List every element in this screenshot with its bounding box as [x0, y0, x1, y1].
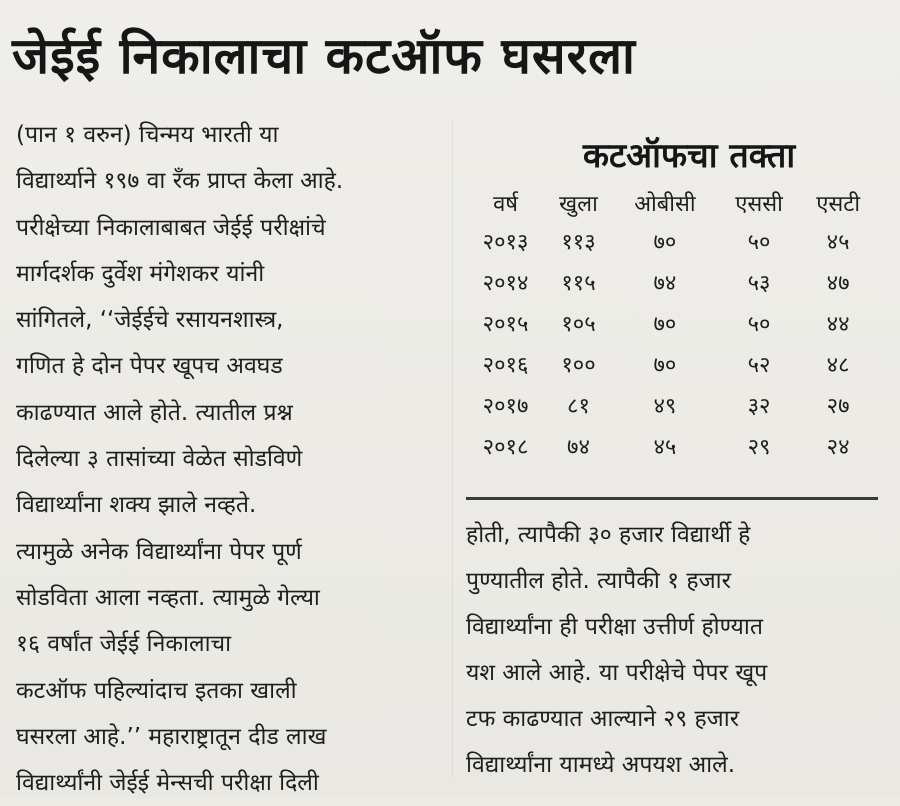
table-header-cell: एससी — [735, 192, 783, 217]
table-cell: २९ — [747, 434, 771, 460]
table-row — [466, 220, 876, 261]
table-row — [466, 384, 876, 425]
table-header-row — [466, 186, 876, 220]
table-cell: ७० — [653, 229, 677, 255]
headline: जेईई निकालाचा कटऑफ घसरला — [12, 27, 636, 85]
table-cell: ४५ — [826, 229, 850, 255]
table-cell: ७४ — [567, 434, 590, 460]
table-row — [466, 343, 876, 384]
table-cell: ५२ — [747, 352, 771, 378]
table-title: कटऑफचा तक्ता — [582, 136, 796, 176]
text-line: कटऑफ पहिल्यांदाच इतका खाली — [16, 677, 297, 704]
text-line: गणित हे दोन पेपर खूपच अवघड — [16, 353, 283, 380]
right-column-text — [466, 512, 886, 788]
table-cell: ७० — [653, 311, 677, 337]
table-cell: ४९ — [653, 393, 677, 419]
text-line: मार्गदर्शक दुर्वेश मंगेशकर यांनी — [16, 260, 265, 287]
table-cell: ४५ — [653, 434, 677, 460]
text-line: (पान १ वरुन) चिन्मय भारती या — [16, 122, 279, 148]
text-line: विद्यार्थ्यांना ही परीक्षा उत्तीर्ण होण्यात — [466, 614, 763, 640]
table-cell: २७ — [826, 393, 850, 419]
table-header-cell: खुला — [559, 192, 598, 217]
text-line: परीक्षेच्या निकालाबाबत जेईई परीक्षांचे — [16, 214, 326, 241]
table-row — [466, 425, 876, 466]
table-cell: ७० — [653, 352, 677, 378]
table-header-cell: ओबीसी — [634, 192, 696, 217]
table-cell: २०१३ — [482, 229, 529, 255]
text-line: पुण्यातील होते. त्यापैकी १ हजार — [466, 568, 732, 594]
text-line: विद्यार्थ्याने १९७ वा रँक प्राप्त केला आहे. — [16, 168, 344, 195]
table-cell: ८१ — [567, 393, 590, 419]
text-line: घसरला आहे.’’ महाराष्ट्रातून दीड लाख — [16, 723, 327, 750]
table-cell: ५० — [747, 311, 771, 337]
table-cell: ३२ — [747, 393, 771, 419]
table-cell: ११३ — [561, 229, 596, 255]
text-line: काढण्यात आले होते. त्यातील प्रश्न — [16, 399, 293, 426]
table-body — [466, 220, 876, 466]
table-row — [466, 261, 876, 302]
table-cell: ७४ — [653, 270, 677, 296]
text-line: त्यामुळे अनेक विद्यार्थ्यांना पेपर पूर्ण — [16, 538, 302, 565]
text-line: विद्यार्थ्यांनी जेईई मेन्सची परीक्षा दिली — [16, 770, 319, 797]
table-cell: ५० — [747, 229, 771, 255]
table-cell: १०५ — [561, 311, 596, 337]
text-line: विद्यार्थ्यांना शक्य झाले नव्हते. — [16, 492, 257, 519]
text-line: १६ वर्षांत जेईई निकालाचा — [16, 631, 232, 658]
table-cell: ४७ — [826, 270, 850, 296]
text-line: यश आले आहे. या परीक्षेचे पेपर खूप — [466, 660, 768, 686]
table-bottom-rule — [466, 497, 878, 500]
cutoff-table-block — [466, 126, 882, 466]
column-divider — [452, 118, 453, 778]
table-cell: ११५ — [561, 270, 596, 296]
table-cell: २४ — [826, 434, 850, 460]
cutoff-table — [466, 186, 876, 466]
table-cell: २०१८ — [482, 434, 529, 460]
text-line: विद्यार्थ्यांना यामध्ये अपयश आले. — [466, 752, 736, 778]
text-line: होती, त्यापैकी ३० हजार विद्यार्थी हे — [466, 522, 751, 548]
table-cell: ४८ — [826, 352, 850, 378]
table-row — [466, 302, 876, 343]
left-column-text — [16, 112, 446, 806]
table-cell: २०१६ — [482, 352, 529, 378]
table-header-cell: वर्ष — [493, 192, 519, 217]
table-header-cell: एसटी — [816, 192, 861, 217]
table-cell: ५३ — [747, 270, 771, 296]
table-cell: २०१५ — [482, 311, 529, 337]
text-line: सांगितले, ‘‘जेईईचे रसायनशास्त्र, — [16, 307, 284, 334]
text-line: दिलेल्या ३ तासांच्या वेळेत सोडविणे — [16, 446, 303, 473]
table-cell: १०० — [561, 352, 596, 378]
text-line: सोडविता आला नव्हता. त्यामुळे गेल्या — [16, 584, 320, 611]
table-cell: ४४ — [826, 311, 850, 337]
table-cell: २०१७ — [482, 393, 529, 419]
table-cell: २०१४ — [482, 270, 529, 296]
text-line: टफ काढण्यात आल्याने २९ हजार — [466, 706, 740, 732]
